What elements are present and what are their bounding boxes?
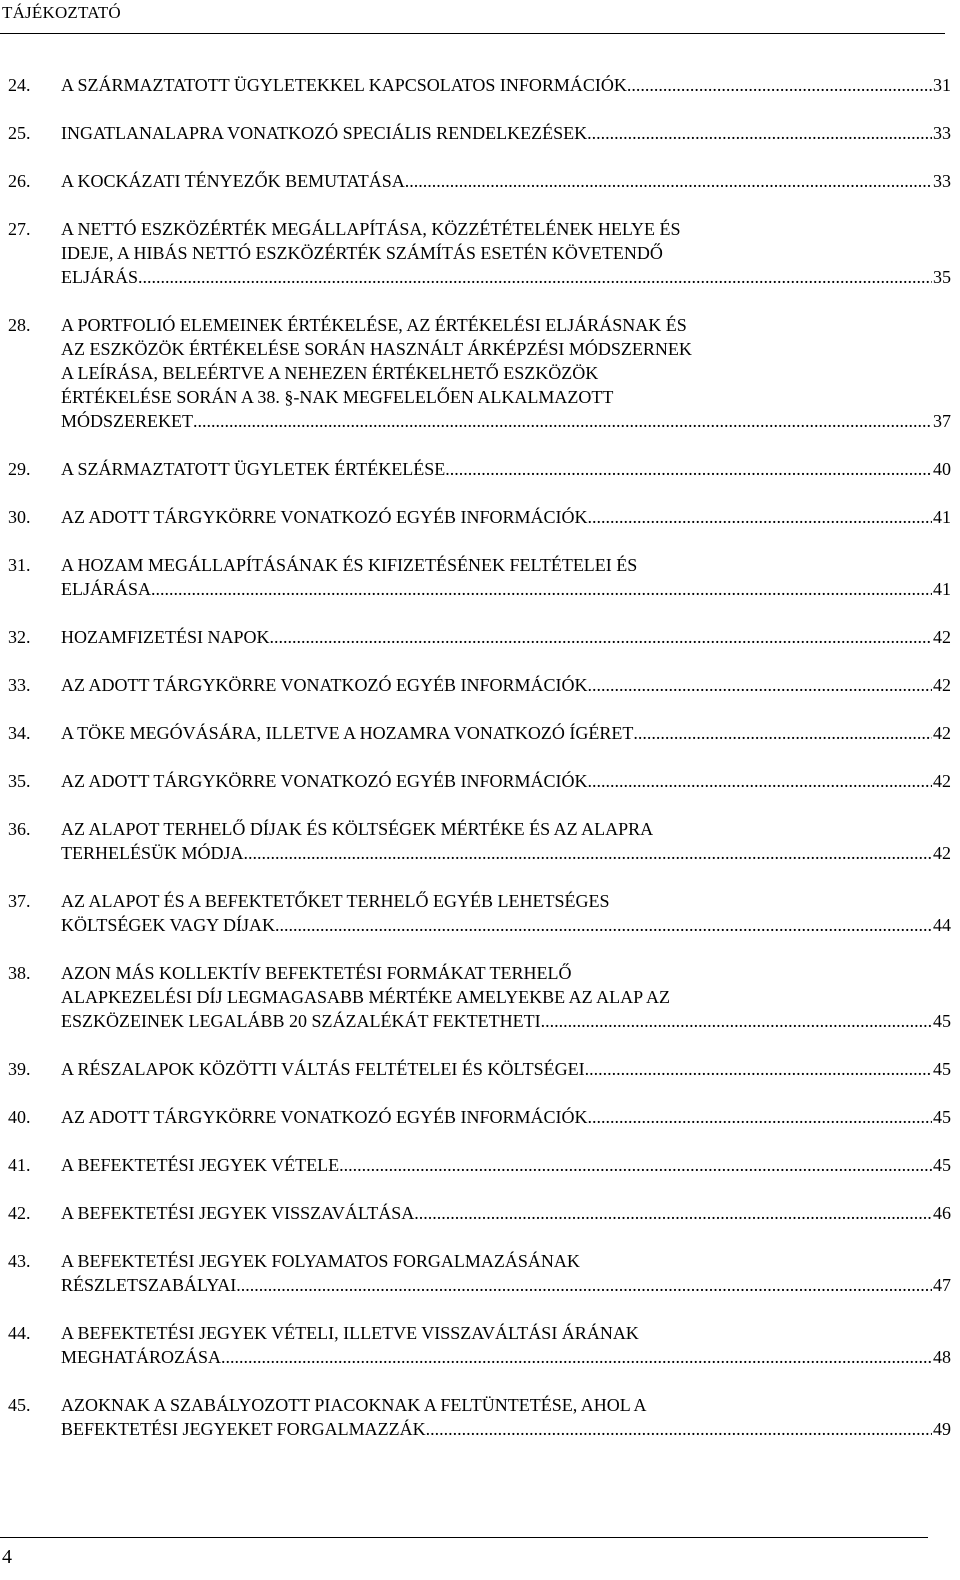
toc-entry[interactable] bbox=[8, 553, 951, 601]
dot-leader bbox=[585, 1057, 932, 1081]
toc-entry-body bbox=[61, 1057, 951, 1081]
toc-entry-number: 36. bbox=[8, 819, 31, 839]
toc-entry-number: 45. bbox=[8, 1395, 31, 1415]
toc-entry-title-line: A PORTFOLIÓ ELEMEINEK ÉRTÉKELÉSE, AZ ÉRTÉKELÉSI ELJÁRÁSNAK ÉS bbox=[61, 315, 687, 335]
dot-leader bbox=[633, 721, 932, 745]
toc-entry-title-line: BEFEKTETÉSI JEGYEKET FORGALMAZZÁK bbox=[61, 1419, 426, 1439]
toc-entry-number: 30. bbox=[8, 507, 31, 527]
toc-entry-body bbox=[61, 1153, 951, 1177]
toc-entry[interactable] bbox=[8, 73, 951, 97]
toc-entry-number: 29. bbox=[8, 459, 31, 479]
toc-entry-body bbox=[61, 961, 951, 1033]
toc-page-number: 37 bbox=[933, 411, 951, 431]
footer-divider bbox=[0, 1537, 928, 1538]
toc-entry-title-line: ÉRTÉKELÉSE SORÁN A 38. §-NAK MEGFELELŐEN ALKALMAZOTT bbox=[61, 387, 614, 407]
toc-entry-body bbox=[61, 217, 951, 289]
toc-entry-title-line: AZ ALAPOT ÉS A BEFEKTETŐKET TERHELŐ EGYÉB LEHETSÉGES bbox=[61, 891, 610, 911]
toc-entry-title-line: TERHELÉSÜK MÓDJA bbox=[61, 843, 244, 863]
toc-entry-title-line: A SZÁRMAZTATOTT ÜGYLETEK ÉRTÉKELÉSE bbox=[61, 459, 446, 479]
dot-leader bbox=[244, 841, 933, 865]
toc-entry-title-line: A KOCKÁZATI TÉNYEZŐK BEMUTATÁSA bbox=[61, 171, 405, 191]
toc-entry-number: 31. bbox=[8, 555, 31, 575]
toc-entry-number: 35. bbox=[8, 771, 31, 791]
toc-page-number: 42 bbox=[933, 771, 951, 791]
document-header-title: TÁJÉKOZTATÓ bbox=[2, 3, 121, 22]
toc-entry-title-line: KÖLTSÉGEK VAGY DÍJAK bbox=[61, 915, 276, 935]
dot-leader bbox=[588, 1105, 932, 1129]
toc-entry-body bbox=[61, 721, 951, 745]
toc-entry[interactable] bbox=[8, 1153, 951, 1177]
toc-entry[interactable] bbox=[8, 1321, 951, 1369]
toc-entry[interactable] bbox=[8, 457, 951, 481]
toc-entry-title-line: AZ ADOTT TÁRGYKÖRRE VONATKOZÓ EGYÉB INFORMÁCIÓK bbox=[61, 1107, 588, 1127]
toc-page-number: 33 bbox=[933, 123, 951, 143]
toc-entry[interactable] bbox=[8, 121, 951, 145]
toc-entry-title-line: AZ ESZKÖZÖK ÉRTÉKELÉSE SORÁN HASZNÁLT ÁRKÉPZÉSI MÓDSZERNEK bbox=[61, 339, 692, 359]
toc-entry-number: 32. bbox=[8, 627, 31, 647]
toc-entry-title-line: ELJÁRÁSA bbox=[61, 579, 152, 599]
dot-leader bbox=[588, 505, 932, 529]
toc-entry-number: 43. bbox=[8, 1251, 31, 1271]
toc-entry[interactable] bbox=[8, 217, 951, 289]
dot-leader bbox=[588, 673, 932, 697]
page-number: 4 bbox=[2, 1546, 12, 1568]
dot-leader bbox=[426, 1417, 932, 1441]
dot-leader bbox=[138, 265, 932, 289]
toc-entry-number: 24. bbox=[8, 75, 31, 95]
toc-entry[interactable] bbox=[8, 673, 951, 697]
toc-entry-number: 42. bbox=[8, 1203, 31, 1223]
dot-leader bbox=[236, 1273, 932, 1297]
toc-entry-number: 38. bbox=[8, 963, 31, 983]
toc-entry-title-line: ESZKÖZEINEK LEGALÁBB 20 SZÁZALÉKÁT FEKTETHETI bbox=[61, 1011, 541, 1031]
toc-entry-title-line: AZON MÁS KOLLEKTÍV BEFEKTETÉSI FORMÁKAT TERHELŐ bbox=[61, 963, 572, 983]
dot-leader bbox=[587, 121, 932, 145]
toc-page-number: 45 bbox=[933, 1107, 951, 1127]
toc-entry[interactable] bbox=[8, 817, 951, 865]
toc-entry-title-line: A LEÍRÁSA, BELEÉRTVE A NEHEZEN ÉRTÉKELHETŐ ESZKÖZÖK bbox=[61, 363, 599, 383]
toc-entry-title-line: A HOZAM MEGÁLLAPÍTÁSÁNAK ÉS KIFIZETÉSÉNEK FELTÉTELEI ÉS bbox=[61, 555, 638, 575]
toc-entry-body bbox=[61, 817, 951, 865]
toc-entry-number: 37. bbox=[8, 891, 31, 911]
toc-entry-title-line: MEGHATÁROZÁSA bbox=[61, 1347, 222, 1367]
toc-page-number: 35 bbox=[933, 267, 951, 287]
toc-entry-title-line: A SZÁRMAZTATOTT ÜGYLETEKKEL KAPCSOLATOS INFORMÁCIÓK bbox=[61, 75, 627, 95]
toc-entry-title-line: AZ ADOTT TÁRGYKÖRRE VONATKOZÓ EGYÉB INFORMÁCIÓK bbox=[61, 675, 588, 695]
dot-leader bbox=[588, 769, 932, 793]
toc-entry-title-line: ELJÁRÁS bbox=[61, 267, 139, 287]
toc-entry-title-line: AZ ADOTT TÁRGYKÖRRE VONATKOZÓ EGYÉB INFORMÁCIÓK bbox=[61, 771, 588, 791]
toc-entry-title-line: MÓDSZEREKET bbox=[61, 411, 193, 431]
toc-page-number: 49 bbox=[933, 1419, 951, 1439]
toc-page-number: 47 bbox=[933, 1275, 951, 1295]
toc-page-number: 45 bbox=[933, 1155, 951, 1175]
toc-entry[interactable] bbox=[8, 1057, 951, 1081]
toc-page-number: 31 bbox=[933, 75, 951, 95]
toc-entry-number: 28. bbox=[8, 315, 31, 335]
toc-entry-body bbox=[61, 1105, 951, 1129]
toc-page-number: 45 bbox=[933, 1059, 951, 1079]
toc-entry-number: 33. bbox=[8, 675, 31, 695]
toc-page-number: 46 bbox=[933, 1203, 951, 1223]
toc-entry[interactable] bbox=[8, 169, 951, 193]
toc-entry[interactable] bbox=[8, 1249, 951, 1297]
toc-entry-number: 25. bbox=[8, 123, 31, 143]
toc-entry-title-line: AZ ADOTT TÁRGYKÖRRE VONATKOZÓ EGYÉB INFORMÁCIÓK bbox=[61, 507, 588, 527]
toc-entry-title-line: A TÖKE MEGÓVÁSÁRA, ILLETVE A HOZAMRA VONATKOZÓ ÍGÉRET bbox=[61, 723, 634, 743]
toc-entry-body bbox=[61, 769, 951, 793]
toc-entry-number: 44. bbox=[8, 1323, 31, 1343]
toc-entry-title-line: HOZAMFIZETÉSI NAPOK bbox=[61, 627, 270, 647]
toc-page-number: 42 bbox=[933, 627, 951, 647]
toc-entry-title-line: INGATLANALAPRA VONATKOZÓ SPECIÁLIS RENDELKEZÉSEK bbox=[61, 123, 588, 143]
header-divider bbox=[0, 33, 945, 34]
toc-entry-title-line: A RÉSZALAPOK KÖZÖTTI VÁLTÁS FELTÉTELEI ÉS KÖLTSÉGEI bbox=[61, 1059, 585, 1079]
toc-entry-body bbox=[61, 673, 951, 697]
toc-page-number: 42 bbox=[933, 723, 951, 743]
toc-entry[interactable] bbox=[8, 313, 951, 433]
dot-leader bbox=[627, 73, 932, 97]
toc-entry-title-line: RÉSZLETSZABÁLYAI bbox=[61, 1275, 237, 1295]
toc-entry-title-line: IDEJE, A HIBÁS NETTÓ ESZKÖZÉRTÉK SZÁMÍTÁS ESETÉN KÖVETENDŐ bbox=[61, 243, 663, 263]
toc-entry[interactable] bbox=[8, 625, 951, 649]
toc-entry[interactable] bbox=[8, 1105, 951, 1129]
toc-entry[interactable] bbox=[8, 721, 951, 745]
toc-entry-number: 34. bbox=[8, 723, 31, 743]
toc-entry-number: 39. bbox=[8, 1059, 31, 1079]
toc-entry-body bbox=[61, 889, 951, 937]
table-of-contents bbox=[8, 73, 951, 1465]
dot-leader bbox=[339, 1153, 932, 1177]
toc-entry[interactable] bbox=[8, 889, 951, 937]
dot-leader bbox=[405, 169, 932, 193]
toc-entry-number: 26. bbox=[8, 171, 31, 191]
toc-entry-body bbox=[61, 169, 951, 193]
toc-entry-title-line: A NETTÓ ESZKÖZÉRTÉK MEGÁLLAPÍTÁSA, KÖZZÉTÉTELÉNEK HELYE ÉS bbox=[61, 219, 681, 239]
toc-entry-title-line: AZOKNAK A SZABÁLYOZOTT PIACOKNAK A FELTÜNTETÉSE, AHOL A bbox=[61, 1395, 647, 1415]
toc-page-number: 48 bbox=[933, 1347, 951, 1367]
toc-entry-title-line: ALAPKEZELÉSI DÍJ LEGMAGASABB MÉRTÉKE AMELYEKBE AZ ALAP AZ bbox=[61, 987, 670, 1007]
dot-leader bbox=[151, 577, 932, 601]
toc-entry-body bbox=[61, 73, 951, 97]
toc-page-number: 42 bbox=[933, 843, 951, 863]
toc-entry-title-line: A BEFEKTETÉSI JEGYEK FOLYAMATOS FORGALMAZÁSÁNAK bbox=[61, 1251, 580, 1271]
dot-leader bbox=[193, 409, 932, 433]
dot-leader bbox=[541, 1009, 932, 1033]
dot-leader bbox=[270, 625, 933, 649]
toc-entry-number: 40. bbox=[8, 1107, 31, 1127]
toc-entry-body bbox=[61, 313, 951, 433]
toc-entry-body bbox=[61, 1393, 951, 1441]
toc-entry[interactable] bbox=[8, 961, 951, 1033]
toc-entry[interactable] bbox=[8, 769, 951, 793]
toc-page-number: 41 bbox=[933, 579, 951, 599]
toc-page-number: 45 bbox=[933, 1011, 951, 1031]
dot-leader bbox=[445, 457, 932, 481]
toc-entry-body bbox=[61, 1249, 951, 1297]
toc-page-number: 40 bbox=[933, 459, 951, 479]
toc-entry-title-line: AZ ALAPOT TERHELŐ DÍJAK ÉS KÖLTSÉGEK MÉRTÉKE ÉS AZ ALAPRA bbox=[61, 819, 654, 839]
toc-page-number: 41 bbox=[933, 507, 951, 527]
toc-entry-number: 27. bbox=[8, 219, 31, 239]
toc-entry-title-line: A BEFEKTETÉSI JEGYEK VÉTELE bbox=[61, 1155, 340, 1175]
toc-page-number: 33 bbox=[933, 171, 951, 191]
toc-entry-body bbox=[61, 457, 951, 481]
dot-leader bbox=[221, 1345, 932, 1369]
toc-entry[interactable] bbox=[8, 1201, 951, 1225]
toc-entry[interactable] bbox=[8, 505, 951, 529]
toc-entry-title-line: A BEFEKTETÉSI JEGYEK VÉTELI, ILLETVE VISSZAVÁLTÁSI ÁRÁNAK bbox=[61, 1323, 639, 1343]
toc-entry-body bbox=[61, 505, 951, 529]
toc-page-number: 44 bbox=[933, 915, 951, 935]
toc-entry-number: 41. bbox=[8, 1155, 31, 1175]
toc-entry-title-line: A BEFEKTETÉSI JEGYEK VISSZAVÁLTÁSA bbox=[61, 1203, 415, 1223]
toc-entry-body bbox=[61, 625, 951, 649]
dot-leader bbox=[275, 913, 932, 937]
toc-page-number: 42 bbox=[933, 675, 951, 695]
toc-entry-body bbox=[61, 553, 951, 601]
toc-entry-body bbox=[61, 1201, 951, 1225]
dot-leader bbox=[414, 1201, 932, 1225]
toc-entry-body bbox=[61, 1321, 951, 1369]
toc-entry[interactable] bbox=[8, 1393, 951, 1441]
toc-entry-body bbox=[61, 121, 951, 145]
